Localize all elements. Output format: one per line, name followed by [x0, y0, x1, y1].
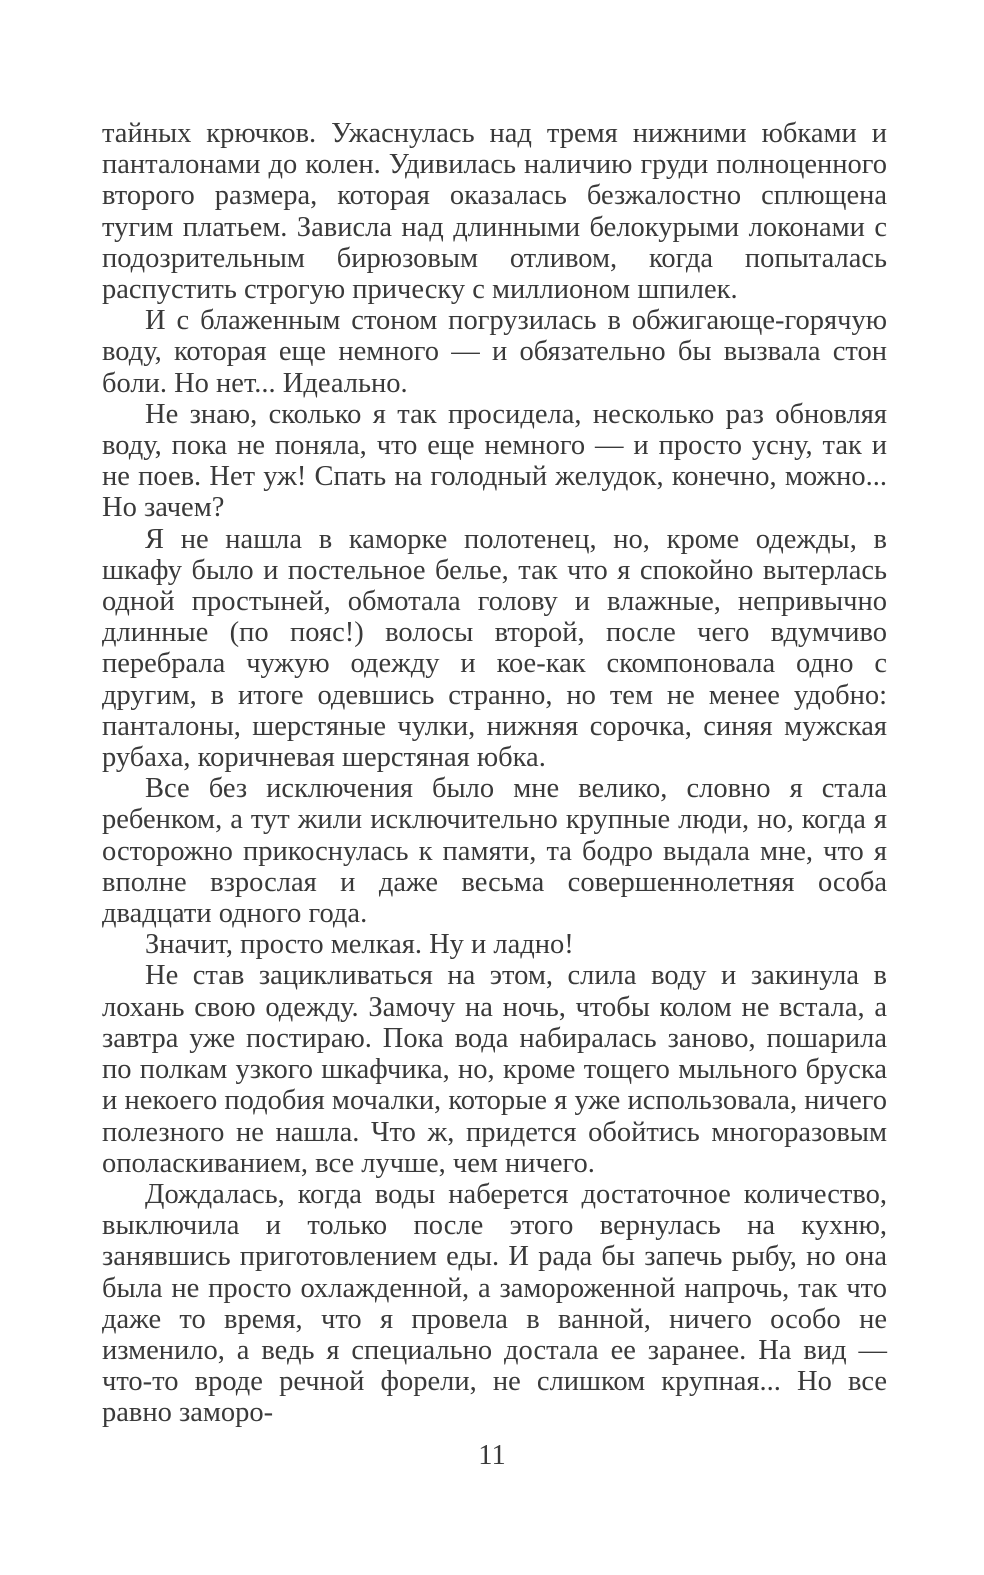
paragraph-2: И с блаженным стоном погрузилась в обжигающе-горячую воду, которая еще немного — и обязательно бы вызвала стон боли. Но нет... Идеально. — [102, 305, 887, 399]
paragraph-5: Все без исключения было мне велико, словно я стала ребенком, а тут жили исключительно крупные люди, но, когда я осторожно прикоснулась к памяти, та бодро выдала мне, что я вполне взрослая и даже весьма совершеннолетняя особа двадцати одного года. — [102, 773, 887, 930]
paragraph-3: Не знаю, сколько я так просидела, несколько раз обновляя воду, пока не поняла, что еще немного — и просто усну, так и не поев. Нет уж! Спать на голодный желудок, конечно, можно... Но зачем? — [102, 398, 887, 524]
paragraph-7: Не став зацикливаться на этом, слила воду и закинула в лохань свою одежду. Замочу на ночь, чтобы колом не встала, а завтра уже постираю. Пока вода набиралась заново, пошарила по полкам узкого шкафчика, но, кроме тощего мыльного бруска и некоего подобия мочалки, которые я уже использовала, ничего полезного не нашла. Что ж, придется обойтись многоразовым ополаскиванием, все лучше, чем ничего. — [102, 960, 887, 1179]
paragraph-8: Дождалась, когда воды наберется достаточное количество, выключила и только после этого вернулась на кухню, занявшись приготовлением еды. И рада бы запечь рыбу, но она была не просто охлажденной, а замороженной напрочь, так что даже то время, что я провела в ванной, ничего особо не изменило, а ведь я специально достала ее заранее. На вид — что-то вроде речной форели, не слишком крупная... Но все равно заморо- — [102, 1178, 887, 1429]
paragraph-6: Значит, просто мелкая. Ну и ладно! — [145, 929, 574, 961]
paragraph-4: Я не нашла в каморке полотенец, но, кроме одежды, в шкафу было и постельное белье, так что я спокойно вытерлась одной простыней, обмотала голову и влажные, непривычно длинные (по пояс!) волосы второй, после чего вдумчиво перебрала чужую одежду и кое-как скомпоновала одно с другим, в итоге одевшись странно, но тем не менее удобно: панталоны, шерстяные чулки, нижняя сорочка, синяя мужская рубаха, коричневая шерстяная юбка. — [102, 523, 887, 774]
page-number: 11 — [478, 1440, 506, 1471]
paragraph-1: тайных крючков. Ужаснулась над тремя нижними юбками и панталонами до колен. Удивилась наличию груди полноценного второго размера, которая оказалась безжалостно сплющена тугим платьем. Зависла над длинными белокурыми локонами с подозрительным бирюзовым отливом, когда попыталась распустить строгую прическу с миллионом шпилек. — [102, 118, 887, 306]
page-body — [102, 118, 887, 1429]
